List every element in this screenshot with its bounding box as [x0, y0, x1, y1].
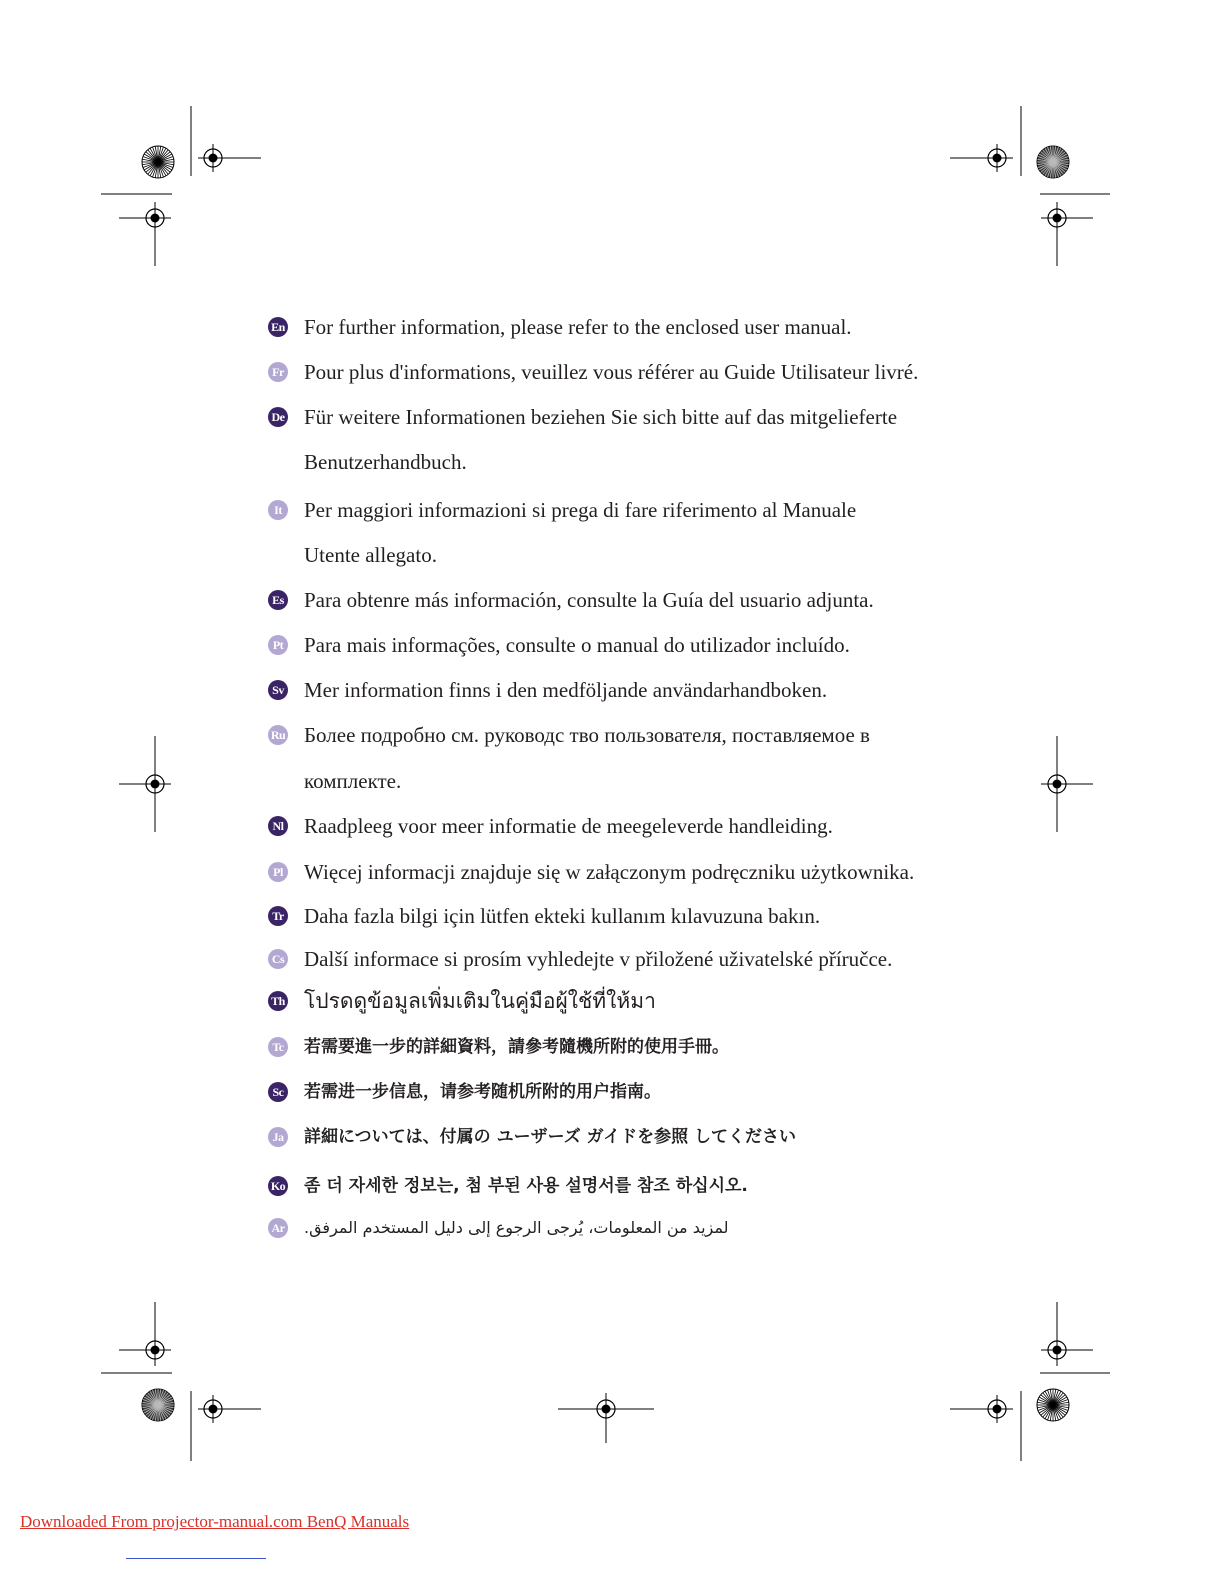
language-line-ja: [268, 1122, 796, 1152]
language-line-cs: [268, 944, 892, 974]
language-text-ru: Более подробно см. руководс тво пользователя, поставляемое в: [304, 723, 870, 747]
language-text-ja: 詳細については、付属の ユーザーズ ガイドを参照 してください: [304, 1127, 797, 1147]
language-text-ko: 좀 더 자세한 정보는, 첨 부된 사용 설명서를 참조 하십시오.: [304, 1176, 748, 1196]
language-text-ar: لمزيد من المعلومات، يُرجى الرجوع إلى دليل المستخدم المرفق.: [304, 1218, 729, 1237]
registration-target-icon: [1041, 736, 1093, 832]
language-text-es: Para obtenre más información, consulte la Guía del usuario adjunta.: [304, 588, 874, 612]
language-text-pt: Para mais informações, consulte o manual do utilizador incluído.: [304, 633, 850, 657]
language-text-th: โปรดดูข้อมูลเพิ่มเติมในคู่มือผู้ใช้ที่ให้มา: [304, 989, 656, 1013]
color-starburst-icon: [142, 1389, 174, 1421]
language-line-tr: [268, 901, 820, 931]
language-badge-pt: Pt: [268, 635, 288, 655]
language-text-sv: Mer information finns i den medföljande användarhandboken.: [304, 678, 828, 702]
language-text-tr: Daha fazla bilgi için lütfen ekteki kullanım kılavuzuna bakın.: [304, 904, 821, 928]
language-badge-cs: Cs: [268, 949, 288, 969]
language-text-de: Für weitere Informationen beziehen Sie sich bitte auf das mitgelieferte: [304, 405, 898, 429]
color-starburst-icon: [142, 146, 174, 178]
language-text-tc: 若需要進一步的詳細資料，請參考隨機所附的使用手冊。: [304, 1037, 729, 1057]
language-line-pl: [268, 857, 914, 887]
language-badge-tc: Tc: [268, 1037, 288, 1057]
language-badge-tr: Tr: [268, 906, 288, 926]
language-text-sc: 若需进一步信息，请参考随机所附的用户指南。: [304, 1082, 661, 1102]
language-badge-sc: Sc: [268, 1082, 288, 1102]
language-text-fr: Pour plus d'informations, veuillez vous référer au Guide Utilisateur livré.: [304, 360, 919, 384]
language-text-ru-continued: комплекте.: [304, 769, 402, 793]
language-badge-ru: Ru: [268, 725, 288, 745]
language-text-de-continued: Benutzerhandbuch.: [304, 450, 467, 474]
language-line-ko: [268, 1171, 748, 1201]
registration-target-icon: [119, 202, 171, 266]
language-badge-it: It: [268, 500, 288, 520]
language-line-sc: [268, 1077, 661, 1107]
language-text-it: Per maggiori informazioni si prega di fare riferimento al Manuale: [304, 498, 857, 522]
language-line-en: [268, 312, 852, 342]
language-line-fr: [268, 357, 918, 387]
registration-target-icon: [950, 144, 1013, 172]
language-line-ar: [268, 1213, 729, 1243]
language-line-it: [268, 495, 856, 525]
color-starburst-icon: [1037, 1389, 1069, 1421]
registration-target-icon: [198, 1395, 261, 1423]
language-badge-ja: Ja: [268, 1127, 288, 1147]
registration-target-icon: [198, 144, 261, 172]
language-badge-en: En: [268, 317, 288, 337]
language-text-en: For further information, please refer to the enclosed user manual.: [304, 315, 852, 339]
language-badge-th: Th: [268, 991, 288, 1011]
language-badge-pl: Pl: [268, 862, 288, 882]
language-text-it-continued: Utente allegato.: [304, 543, 437, 567]
language-line-tc: [268, 1032, 729, 1062]
language-line-ru: [268, 720, 870, 750]
footer-underline-rule: [126, 1558, 266, 1559]
language-line-de: [268, 402, 897, 432]
language-badge-nl: Nl: [268, 816, 288, 836]
registration-target-icon: [558, 1393, 654, 1443]
registration-target-icon: [950, 1395, 1013, 1423]
language-line-sv: [268, 675, 827, 705]
language-text-nl: Raadpleeg voor meer informatie de meegeleverde handleiding.: [304, 814, 833, 838]
language-line-nl: [268, 811, 833, 841]
language-line-es: [268, 585, 874, 615]
language-badge-de: De: [268, 407, 288, 427]
download-source-link[interactable]: Downloaded From projector-manual.com BenQ Manuals: [20, 1512, 410, 1531]
language-badge-es: Es: [268, 590, 288, 610]
color-starburst-icon: [1037, 146, 1069, 178]
language-badge-fr: Fr: [268, 362, 288, 382]
registration-target-icon: [119, 736, 171, 832]
language-badge-ko: Ko: [268, 1176, 288, 1196]
language-line-th: [268, 986, 656, 1016]
registration-target-icon: [1041, 1302, 1093, 1366]
language-badge-sv: Sv: [268, 680, 288, 700]
registration-target-icon: [119, 1302, 171, 1366]
language-badge-ar: Ar: [268, 1218, 288, 1238]
registration-target-icon: [1041, 202, 1093, 266]
language-line-pt: [268, 630, 850, 660]
language-text-pl: Więcej informacji znajduje się w załączonym podręczniku użytkownika.: [304, 860, 915, 884]
language-text-cs: Další informace si prosím vyhledejte v přiložené uživatelské příručce.: [304, 947, 893, 971]
